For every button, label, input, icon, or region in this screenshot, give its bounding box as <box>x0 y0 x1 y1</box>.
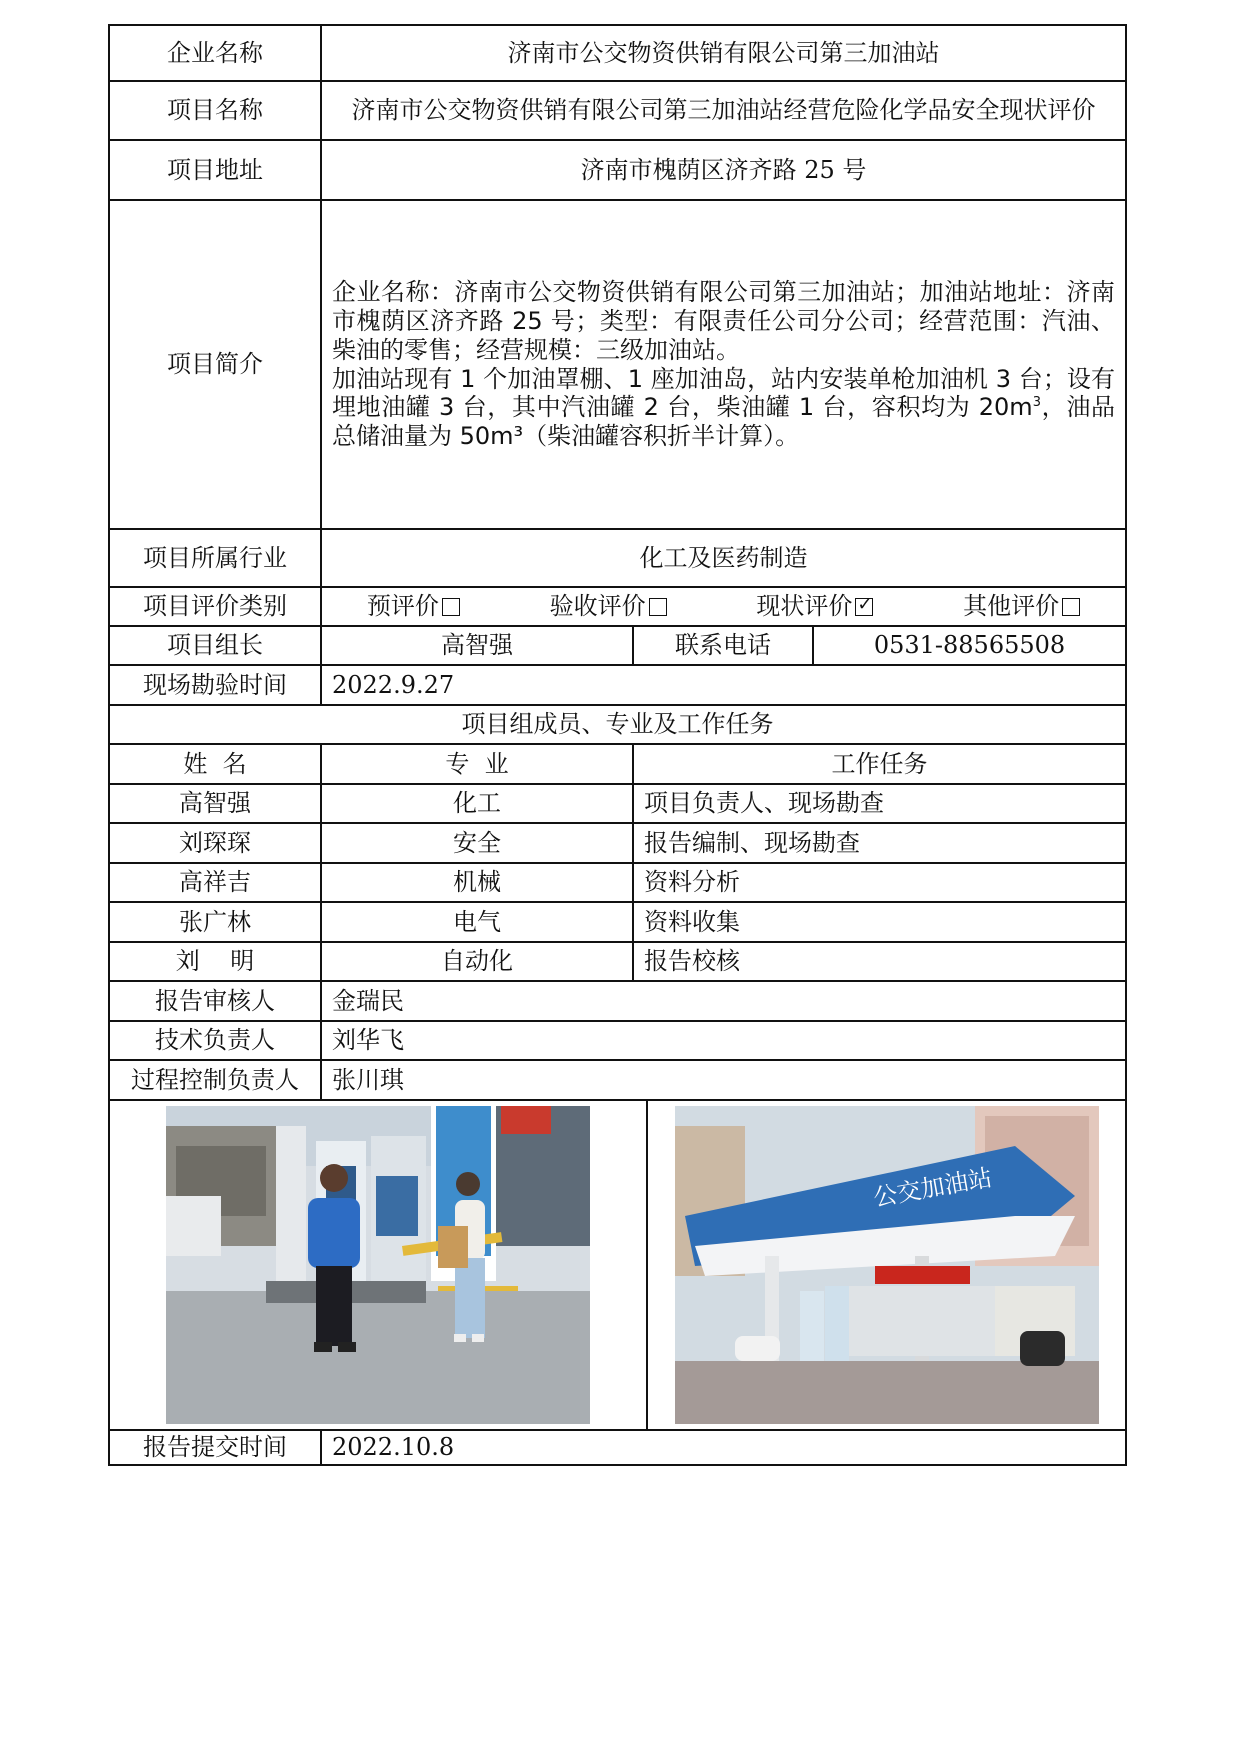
intro-paragraph-1: 企业名称：济南市公交物资供销有限公司第三加油站；加油站地址：济南市槐荫区济齐路 25 号；类型：有限责任公司分公司；经营范围：汽油、柴油的零售；经营规模：三级加油站。 <box>332 278 1115 364</box>
tech-lead-value: 刘华飞 <box>321 1021 1126 1060</box>
leader-label: 项目组长 <box>109 626 321 665</box>
status-evaluation-checked-icon <box>855 598 873 616</box>
member-name: 高祥吉 <box>109 863 321 902</box>
phone-label: 联系电话 <box>633 626 813 665</box>
member-task: 项目负责人、现场勘查 <box>633 784 1126 823</box>
photo-cell-left <box>109 1100 647 1430</box>
table-row <box>109 942 1126 981</box>
option-status-evaluation <box>756 592 873 621</box>
table-row <box>109 823 1126 863</box>
team-header-name: 姓 名 <box>109 744 321 784</box>
reviewer-label: 报告审核人 <box>109 981 321 1021</box>
pre-evaluation-checkbox-icon <box>442 598 460 616</box>
evaluation-type-options <box>321 587 1126 626</box>
process-lead-value: 张川琪 <box>321 1060 1126 1100</box>
member-major: 机械 <box>321 863 633 902</box>
member-name: 刘琛琛 <box>109 823 321 863</box>
company-value: 济南市公交物资供销有限公司第三加油站 <box>321 25 1126 81</box>
phone-value: 0531-88565508 <box>813 626 1126 665</box>
acceptance-evaluation-checkbox-icon <box>649 598 667 616</box>
option-other-evaluation-label: 其他评价 <box>963 592 1060 621</box>
option-pre-evaluation-label: 预评价 <box>366 592 439 621</box>
team-header-major: 专 业 <box>321 744 633 784</box>
reviewer-value: 金瑞民 <box>321 981 1126 1021</box>
member-task: 报告校核 <box>633 942 1126 981</box>
member-task: 报告编制、现场勘查 <box>633 823 1126 863</box>
company-label: 企业名称 <box>109 25 321 81</box>
intro-paragraph-2b: ，油品总储油量为 50m³（柴油罐容积折半计算）。 <box>332 393 1115 451</box>
option-pre-evaluation <box>367 592 460 621</box>
member-major: 电气 <box>321 902 633 942</box>
evaluation-type-label: 项目评价类别 <box>109 587 321 626</box>
project-intro-label: 项目简介 <box>109 200 321 529</box>
industry-value: 化工及医药制造 <box>321 529 1126 587</box>
project-intro-value <box>321 200 1126 529</box>
team-title: 项目组成员、专业及工作任务 <box>109 705 1126 744</box>
member-name: 高智强 <box>109 784 321 823</box>
member-name: 张广林 <box>109 902 321 942</box>
site-photo-inspectors <box>166 1106 590 1424</box>
table-row <box>109 784 1126 823</box>
site-photo-gas-station <box>675 1106 1099 1424</box>
member-task: 资料收集 <box>633 902 1126 942</box>
option-status-evaluation-label: 现状评价 <box>756 592 853 621</box>
table-row <box>109 902 1126 942</box>
project-address-value: 济南市槐荫区济齐路 25 号 <box>321 140 1126 200</box>
photo-cell-right <box>647 1100 1126 1430</box>
evaluation-info-table <box>108 24 1127 1466</box>
submit-time-value: 2022.10.8 <box>321 1430 1126 1465</box>
submit-time-label: 报告提交时间 <box>109 1430 321 1465</box>
member-major: 化工 <box>321 784 633 823</box>
survey-time-label: 现场勘验时间 <box>109 665 321 705</box>
intro-paragraph-2a: 加油站现有 1 个加油罩棚、1 座加油岛，站内安装单枪加油机 3 台；设有埋地油罐 3 台，其中汽油罐 2 台，柴油罐 1 台，容积均为 20m <box>332 364 1115 422</box>
member-name: 刘 明 <box>109 942 321 981</box>
station-sign-text: 公交加油站 <box>870 1163 994 1212</box>
option-other-evaluation <box>963 592 1080 621</box>
team-header-task: 工作任务 <box>633 744 1126 784</box>
process-lead-label: 过程控制负责人 <box>109 1060 321 1100</box>
evaluation-type-row <box>322 592 1125 621</box>
tech-lead-label: 技术负责人 <box>109 1021 321 1060</box>
option-acceptance-evaluation <box>550 592 667 621</box>
leader-value: 高智强 <box>321 626 633 665</box>
table-row <box>109 863 1126 902</box>
project-name-label: 项目名称 <box>109 81 321 140</box>
industry-label: 项目所属行业 <box>109 529 321 587</box>
member-major: 自动化 <box>321 942 633 981</box>
other-evaluation-checkbox-icon <box>1062 598 1080 616</box>
member-major: 安全 <box>321 823 633 863</box>
member-task: 资料分析 <box>633 863 1126 902</box>
intro-superscript: 3 <box>1032 395 1041 411</box>
survey-time-value: 2022.9.27 <box>321 665 1126 705</box>
intro-paragraph-2 <box>332 365 1115 451</box>
project-address-label: 项目地址 <box>109 140 321 200</box>
project-name-value: 济南市公交物资供销有限公司第三加油站经营危险化学品安全现状评价 <box>321 81 1126 140</box>
option-acceptance-evaluation-label: 验收评价 <box>549 592 646 621</box>
